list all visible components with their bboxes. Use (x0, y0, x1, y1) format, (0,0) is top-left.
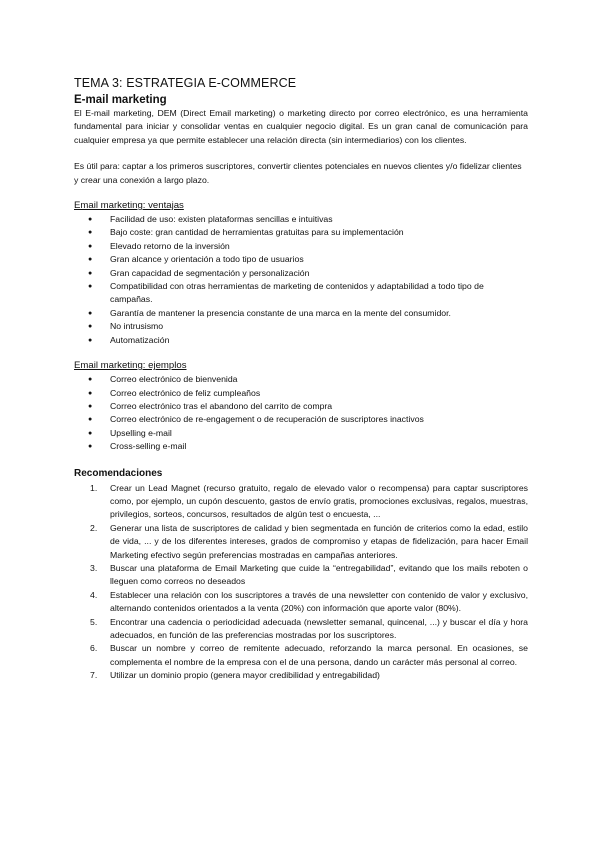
item-text: Utilizar un dominio propio (genera mayor credibilidad y entregabilidad) (110, 670, 380, 681)
item-text: Buscar una plataforma de Email Marketing que cuide la “entregabilidad”, evitando que los mails reboten o lleguen como correos no deseados (110, 562, 528, 587)
numbered-item (74, 669, 528, 682)
useful-paragraph: Es útil para: captar a los primeros suscriptores, convertir clientes potenciales en nuevos clientes y/o fidelizar clientes y crear una conexión a largo plazo. (74, 161, 522, 185)
list-item: ● Elevado retorno de la inversión (74, 240, 528, 253)
list-item: ● Correo electrónico de re-engagement o de recuperación de suscriptores inactivos (74, 413, 528, 426)
list-item: ● Correo electrónico de feliz cumpleaños (74, 387, 528, 400)
item-number: 7. (90, 670, 98, 681)
item-number: 5. (90, 616, 98, 627)
numbered-item (74, 522, 528, 562)
section-heading: E-mail marketing (74, 94, 167, 106)
recomendaciones-heading: Recomendaciones (74, 467, 163, 479)
item-number: 4. (90, 589, 98, 600)
list-item: ● Automatización (74, 334, 528, 347)
list-item: ● Bajo coste: gran cantidad de herramientas gratuitas para su implementación (74, 226, 528, 239)
list-item: ● Upselling e-mail (74, 427, 528, 440)
list-item: ● Correo electrónico de bienvenida (74, 373, 528, 386)
list-item: ● Compatibilidad con otras herramientas de marketing de contenidos y adaptabilidad a todo tipo de campañas. (74, 280, 528, 307)
ejemplos-list (74, 373, 528, 453)
item-text: Establecer una relación con los suscriptores a través de una newsletter con contenido de valor y exclusivo, alternando contenidos orientados a la venta (20%) con información que aporte valor (80%). (110, 589, 528, 614)
ventajas-list (74, 213, 528, 347)
list-item: ● Garantía de mantener la presencia constante de una marca en la mente del consumidor. (74, 307, 528, 320)
item-number: 6. (90, 643, 98, 654)
item-text: Encontrar una cadencia o periodicidad adecuada (newsletter semanal, quincenal, ...) y buscar el día y hora adecuados, en función de las preferencias mostradas por los suscriptores. (110, 616, 528, 640)
list-item: ● Gran capacidad de segmentación y personalización (74, 267, 528, 280)
numbered-item (74, 589, 528, 616)
item-text: Generar una lista de suscriptores de calidad y bien segmentada en función de criterios como la edad, estilo de vida, ... y de los diferentes intereses, grados de compromiso y etapas de fidelización, para hacer Email Marketing efectivo según preferencias mostradas en campañas anteriores. (110, 522, 528, 560)
list-item: ● Facilidad de uso: existen plataformas sencillas e intuitivas (74, 213, 528, 226)
intro-paragraph: El E-mail marketing, DEM (Direct Email marketing) o marketing directo por correo electrónico, es una herramienta fundamental para iniciar y consolidar ventas en cualquier negocio digital. Es un gran canal de comunicación para cualquier empresa ya que permite establecer una relación directa (sin intermediarios) con los clientes. (74, 108, 528, 145)
recomendaciones-list (74, 482, 528, 683)
ejemplos-heading: Email marketing: ejemplos (74, 360, 187, 372)
list-item: ● Gran alcance y orientación a todo tipo de usuarios (74, 253, 528, 266)
document-page (74, 76, 528, 683)
ventajas-heading: Email marketing: ventajas (74, 200, 184, 212)
list-item: ● Correo electrónico tras el abandono del carrito de compra (74, 400, 528, 413)
numbered-item (74, 562, 528, 589)
list-item: ● Cross-selling e-mail (74, 440, 528, 453)
item-number: 3. (90, 562, 98, 573)
item-text: Buscar un nombre y correo de remitente adecuado, reforzando la marca personal. En ocasiones, se complementa el nombre de la empresa con el de una persona, dando un carácter más personal al correo. (110, 643, 528, 667)
item-number: 2. (90, 522, 98, 533)
numbered-item (74, 616, 528, 643)
list-item: ● No intrusismo (74, 320, 528, 333)
numbered-item (74, 482, 528, 522)
numbered-item (74, 642, 528, 669)
page-title: TEMA 3: ESTRATEGIA E-COMMERCE (74, 76, 297, 90)
item-number: 1. (90, 482, 98, 493)
item-text: Crear un Lead Magnet (recurso gratuito, regalo de elevado valor o recompensa) para captar suscriptores como, por ejemplo, un cupón descuento, gastos de envío gratis, promociones exclusivas, regalos, muestras, privilegios, sorteos, concursos, resultados de algún test o encuesta, ... (110, 482, 528, 520)
